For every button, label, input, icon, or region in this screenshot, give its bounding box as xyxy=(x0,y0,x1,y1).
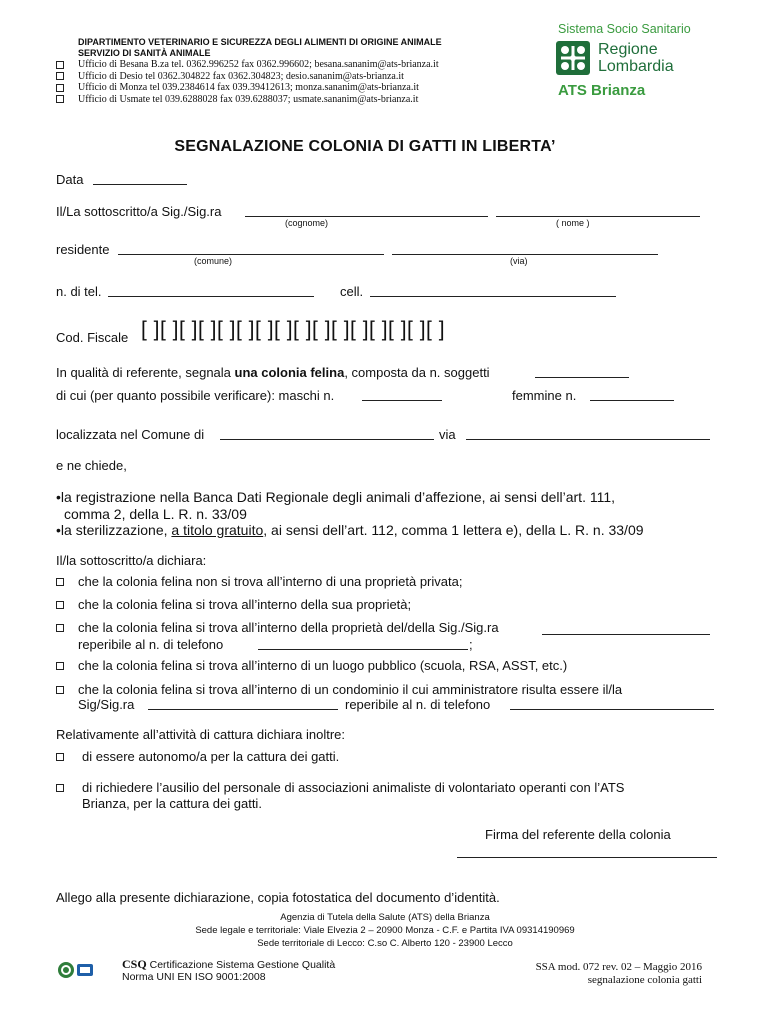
cognome-hint: (cognome) xyxy=(285,218,329,228)
comune-colonia-field[interactable] xyxy=(220,439,434,440)
qualita-text xyxy=(56,365,490,380)
csq-certification-icon xyxy=(57,961,95,979)
office-row-monza xyxy=(56,82,439,94)
office-text-desio: Ufficio di Desio tel 0362.304822 fax 0362.304823; desio.sananim@ats-brianza.it xyxy=(78,70,404,82)
cf-boxes[interactable]: [ ][ ][ ][ ][ ][ ][ ][ ][ ][ ][ ][ ][ ][ ][ ][ ] xyxy=(141,318,446,341)
tel-label: n. di tel. xyxy=(56,284,102,299)
femmine-field[interactable] xyxy=(590,400,674,401)
residente-label: residente xyxy=(56,242,110,257)
footer-sede-lecco: Sede territoriale di Lecco: C.so C. Alberto 120 - 23900 Lecco xyxy=(257,938,513,949)
footer-sede-legale: Sede legale e territoriale: Viale Elvezia 2 – 20900 Monza - C.F. e Partita IVA 09314190969 xyxy=(195,925,575,936)
amministratore-tel-field[interactable] xyxy=(510,709,714,710)
request-registrazione xyxy=(56,489,615,506)
option-altra-proprieta-text: che la colonia felina si trova all’interno della proprietà del/della Sig./Sig.ra xyxy=(78,620,499,635)
office-text-besana: Ufficio di Besana B.za tel. 0362.996252 fax 0362.996602; besana.sananim@ats-brianza.it xyxy=(78,59,439,70)
date-field[interactable] xyxy=(93,184,187,185)
option-non-privata-checkbox[interactable] xyxy=(56,578,64,586)
ats-logo xyxy=(556,22,736,102)
option-condominio-text: che la colonia felina si trova all’interno di un condominio il cui amministratore risulta essere il/la xyxy=(78,682,623,697)
option-condominio-checkbox[interactable] xyxy=(56,686,64,694)
logo-region-line-1: Regione xyxy=(598,41,658,58)
option-non-privata-text: che la colonia felina non si trova all’interno di una proprietà privata; xyxy=(78,574,463,589)
office-checkbox-monza[interactable] xyxy=(56,84,64,92)
cattura-autonomo-checkbox[interactable] xyxy=(56,753,64,761)
department-line-1: DIPARTIMENTO VETERINARIO E SICUREZZA DEGLI ALIMENTI DI ORIGINE ANIMALE xyxy=(78,37,442,47)
option-propria-text: che la colonia felina si trova all’interno della sua proprietà; xyxy=(78,597,412,612)
mod-text: SSA mod. 072 rev. 02 – Maggio 2016 xyxy=(535,961,702,973)
csq-desc: Certificazione Sistema Gestione Qualità xyxy=(146,959,336,971)
dicui-label: di cui (per quanto possibile verificare): maschi n. xyxy=(56,388,335,403)
cattura-label: Relativamente all’attività di cattura dichiara inoltre: xyxy=(56,727,346,742)
via-residenza-field[interactable] xyxy=(392,254,658,255)
cattura-ausilio xyxy=(56,780,624,796)
norma-text: Norma UNI EN ISO 9001:2008 xyxy=(122,971,266,983)
option-luogo-pubblico-text: che la colonia felina si trova all’interno di un luogo pubblico (scuola, RSA, ASST, etc.) xyxy=(78,658,568,673)
comune-residenza-field[interactable] xyxy=(118,254,384,255)
office-checkbox-usmate[interactable] xyxy=(56,95,64,103)
option-luogo-pubblico xyxy=(56,658,567,674)
office-list xyxy=(56,59,439,105)
request-sterilizzazione xyxy=(56,522,644,539)
office-checkbox-desio[interactable] xyxy=(56,72,64,80)
via-colonia-field[interactable] xyxy=(466,439,710,440)
logo-top-text: Sistema Socio Sanitario xyxy=(558,22,691,36)
logo-ats-text: ATS Brianza xyxy=(558,82,646,99)
cattura-autonomo-text: di essere autonomo/a per la cattura dei gatti. xyxy=(82,749,340,764)
dichiara-label: Il/la sottoscritto/a dichiara: xyxy=(56,553,207,568)
soggetti-field[interactable] xyxy=(535,377,629,378)
request-sterilizzazione-pre: la sterilizzazione, xyxy=(60,522,172,538)
firma-label: Firma del referente della colonia xyxy=(485,827,671,842)
signer-label: Il/La sottoscritto/a Sig./Sig.ra xyxy=(56,204,222,219)
request-registrazione-line-2: comma 2, della L. R. n. 33/09 xyxy=(64,506,247,522)
cattura-ausilio-checkbox[interactable] xyxy=(56,784,64,792)
maschi-field[interactable] xyxy=(362,400,442,401)
cattura-ausilio-text-2: Brianza, per la cattura dei gatti. xyxy=(82,796,262,811)
allego-text: Allego alla presente dichiarazione, copia fotostatica del documento d’identità. xyxy=(56,890,500,905)
option-altra-proprieta xyxy=(56,620,499,636)
request-sterilizzazione-underline: a titolo gratuito xyxy=(171,522,264,538)
via-hint: (via) xyxy=(510,256,528,266)
option-condominio-tel-label: reperibile al n. di telefono xyxy=(345,697,491,712)
department-line-2: SERVIZIO DI SANITÀ ANIMALE xyxy=(78,48,211,58)
option-luogo-pubblico-checkbox[interactable] xyxy=(56,662,64,670)
office-checkbox-besana[interactable] xyxy=(56,61,64,69)
option-altra-proprieta-checkbox[interactable] xyxy=(56,624,64,632)
qualita-bold: una colonia felina xyxy=(234,365,345,380)
bullet-icon: • xyxy=(56,489,61,505)
amministratore-field[interactable] xyxy=(148,709,338,710)
cf-label: Cod. Fiscale xyxy=(56,330,129,345)
footer-agency: Agenzia di Tutela della Salute (ATS) della Brianza xyxy=(280,912,490,923)
office-text-monza: Ufficio di Monza tel 039.2384614 fax 039.39412613; monza.sananim@ats-brianza.it xyxy=(78,82,419,93)
femmine-label: femmine n. xyxy=(512,388,577,403)
bullet-icon: • xyxy=(56,522,61,538)
option-non-privata xyxy=(56,574,462,590)
office-row-usmate xyxy=(56,94,439,106)
comune-hint: (comune) xyxy=(194,256,233,266)
proprietario-field[interactable] xyxy=(542,634,710,635)
nome-hint: ( nome ) xyxy=(556,218,590,228)
mod-subtext: segnalazione colonia gatti xyxy=(587,974,702,986)
cell-label: cell. xyxy=(340,284,364,299)
option-propria-checkbox[interactable] xyxy=(56,601,64,609)
localizzata-label: localizzata nel Comune di xyxy=(56,427,205,442)
lombardia-rose-icon xyxy=(556,41,590,75)
option-altra-proprieta-end: ; xyxy=(469,637,473,652)
request-registrazione-line-1: la registrazione nella Banca Dati Regionale degli animali d’affezione, ai sensi dell’art. 111, xyxy=(60,489,616,505)
chiede-label: e ne chiede, xyxy=(56,458,127,473)
option-altra-proprieta-tel-label: reperibile al n. di telefono xyxy=(78,637,224,652)
via-colonia-label: via xyxy=(439,427,456,442)
cattura-autonomo xyxy=(56,749,339,765)
cattura-ausilio-text-1: di richiedere l’ausilio del personale di associazioni animaliste di volontariato operanti con l’ATS xyxy=(82,780,625,795)
cell-field[interactable] xyxy=(370,296,616,297)
office-row-besana xyxy=(56,59,439,71)
logo-region-line-2: Lombardia xyxy=(598,58,674,75)
proprietario-tel-field[interactable] xyxy=(258,649,468,650)
tel-field[interactable] xyxy=(108,296,314,297)
option-condominio xyxy=(56,682,622,698)
qualita-post: , composta da n. soggetti xyxy=(344,365,490,380)
office-text-usmate: Ufficio di Usmate tel 039.6288028 fax 039.6288037; usmate.sananim@ats-brianza.it xyxy=(78,93,419,105)
document-title: SEGNALAZIONE COLONIA DI GATTI IN LIBERTA’ xyxy=(174,138,556,155)
nome-field[interactable] xyxy=(496,216,700,217)
option-propria xyxy=(56,597,411,613)
option-condominio-sig-label: Sig/Sig.ra xyxy=(78,697,135,712)
department-heading xyxy=(78,37,518,59)
csq-bold: CSQ xyxy=(122,957,147,971)
cognome-field[interactable] xyxy=(245,216,488,217)
firma-field[interactable] xyxy=(457,857,717,858)
request-sterilizzazione-post: , ai sensi dell’art. 112, comma 1 lettera e), della L. R. n. 33/09 xyxy=(263,522,644,538)
qualita-pre: In qualità di referente, segnala xyxy=(56,365,235,380)
office-row-desio xyxy=(56,71,439,83)
csq-text xyxy=(122,957,335,972)
date-label: Data xyxy=(56,172,84,187)
